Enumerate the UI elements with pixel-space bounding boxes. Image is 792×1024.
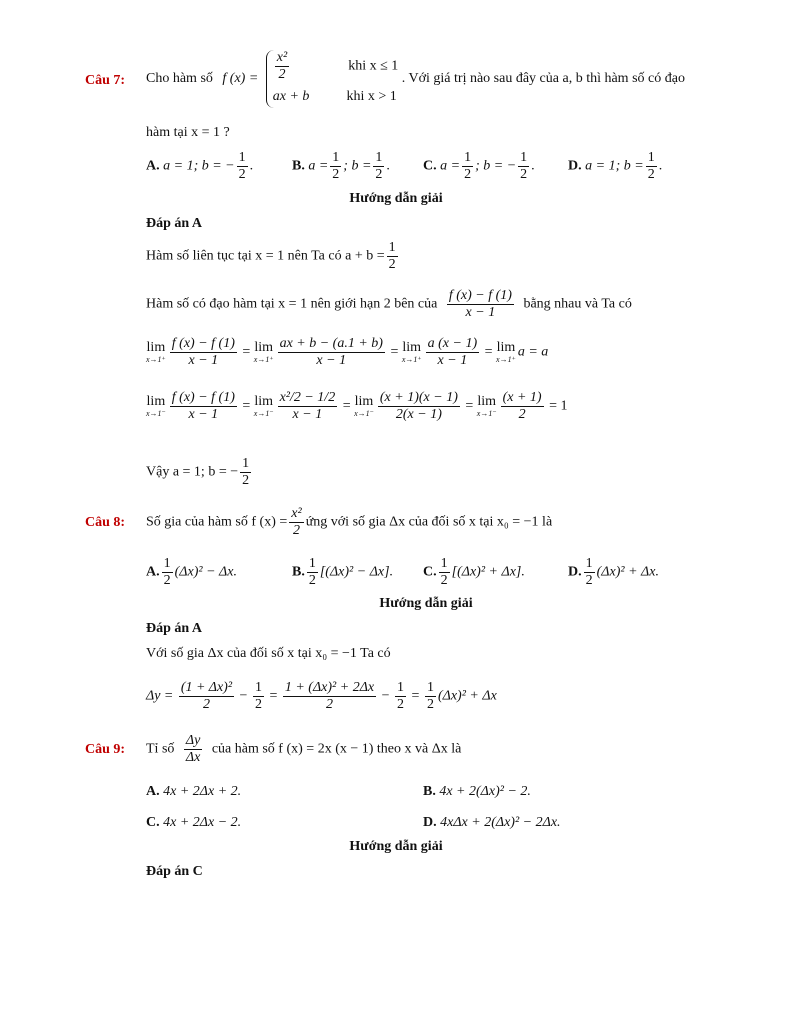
solution-7-step1: Hàm số liên tục tại x = 1 nên Ta có a + b = $\frac{1}{2}$ — [146, 240, 396, 272]
option-8d[interactable]: D. $\frac{1}{2}$ (Δx)² + Δx. — [568, 556, 659, 588]
option-9d[interactable]: D. 4xΔx + 2(Δx)² − 2Δx. — [423, 815, 561, 830]
option-7d[interactable]: D. a = 1; b = $\frac{1}{2}$ . — [568, 150, 663, 182]
answer-9: Đáp án C — [146, 864, 203, 879]
guide-heading-8: Hướng dẫn giải — [379, 596, 473, 611]
option-7c[interactable]: C. a = $\frac{1}{2}$ ; b = − $\frac{1}{2}$ . — [423, 150, 535, 182]
question-8-label: Câu 8: — [85, 515, 126, 530]
solution-8-step1: Với số gia Δx của đối số x tại x₀ = −1 Ta có — [146, 646, 391, 661]
guide-heading-7: Hướng dẫn giải — [349, 191, 443, 206]
option-7b[interactable]: B. a = $\frac{1}{2}$ ; b = $\frac{1}{2}$ . — [292, 150, 390, 182]
question-7-label: Câu 7: — [85, 73, 126, 88]
option-7a[interactable]: A. a = 1; b = − $\frac{1}{2}$ . — [146, 150, 254, 182]
question-9-label: Câu 9: — [85, 742, 126, 757]
question-7-stem: Cho hàm số f (x) = $\frac{\text{x²}}{2}$ khi x ≤ 1 ax + b khi x > 1 . Với giá trị nào sau đây của a, b thì hàm số có đạo — [146, 50, 685, 108]
delta-y-equation: Δy = $\frac{\text{(1 + Δx)²}}{2}$ − $\frac{1}{2}$ = $\frac{\text{1 + (Δx)² + 2Δx}}{2}$ − $\frac{1}{2}$ = $\frac{1}{2}$ (Δx)² + Δx — [146, 680, 497, 712]
question-8-stem: Số gia của hàm số f (x) = $\frac{\text{x²}}{2}$ ứng với số gia Δx của đối số x tại x₀ = −1 là — [146, 506, 553, 538]
option-8c[interactable]: C. $\frac{1}{2}$ [(Δx)² + Δx]. — [423, 556, 525, 588]
option-9b[interactable]: B. 4x + 2(Δx)² − 2. — [423, 784, 531, 799]
answer-7: Đáp án A — [146, 216, 203, 231]
solution-7-conclusion: Vậy a = 1; b = − $\frac{1}{2}$ — [146, 456, 250, 488]
question-9-stem: Tỉ số $\frac{\Delta y}{\Delta x}$ của hàm số f (x) = 2x (x − 1) theo x và Δx là — [146, 733, 462, 765]
option-9c[interactable]: C. 4x + 2Δx − 2. — [146, 815, 242, 830]
option-9a[interactable]: A. 4x + 2Δx + 2. — [146, 784, 242, 799]
limit-left-equation: lim x→1⁻ $\frac{f (x) - f (1)}{x - 1}$ = lim x→1⁻ $\frac{\text{x²/2 − 1/2}}{x - 1}$ = lim x→1⁻ $\frac{(x + 1)(x - 1)}{2(x - 1)}$ = lim x→1⁻ $\frac{(x + 1)}{2}$ = 1 — [146, 390, 568, 422]
question-7-stem-cont: hàm tại x = 1 ? — [146, 125, 230, 140]
limit-right-equation: lim x→1⁺ $\frac{f (x) - f (1)}{x - 1}$ = lim x→1⁺ $\frac{ax + b - (a.1 + b)}{x - 1}$ = lim x→1⁺ $\frac{a (x - 1)}{x - 1}$ = lim x→1⁺ a = a — [146, 336, 549, 368]
solution-7-step2: Hàm số có đạo hàm tại x = 1 nên giới hạn 2 bên của $\frac{f (x) - f (1)}{x - 1}$ bằng nhau và Ta có — [146, 288, 632, 320]
piecewise-function: $\frac{\text{x²}}{2}$ khi x ≤ 1 ax + b khi x > 1 — [266, 50, 399, 108]
option-8b[interactable]: B. $\frac{1}{2}$ [(Δx)² − Δx]. — [292, 556, 394, 588]
option-8a[interactable]: A. $\frac{1}{2}$ (Δx)² − Δx. — [146, 556, 237, 588]
answer-8: Đáp án A — [146, 621, 203, 636]
guide-heading-9: Hướng dẫn giải — [349, 839, 443, 854]
